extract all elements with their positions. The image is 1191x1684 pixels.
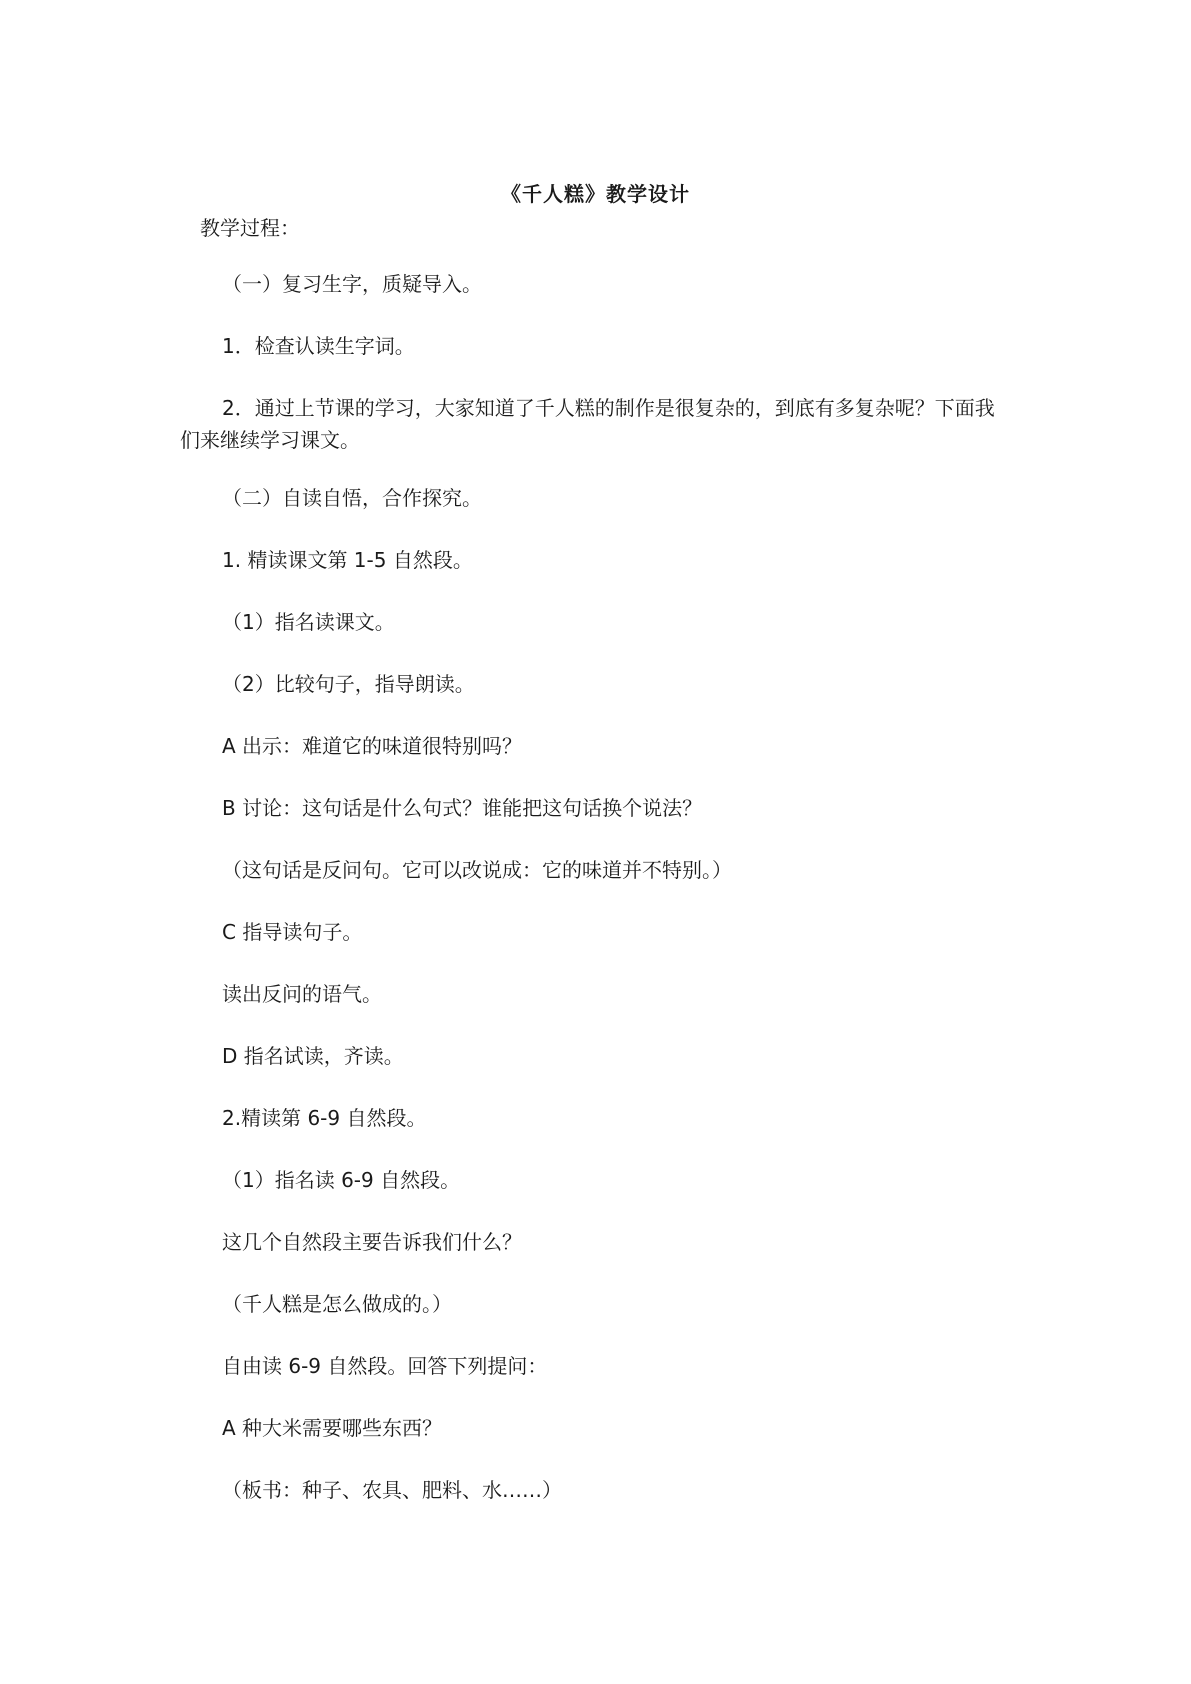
paragraph: （2）比较句子，指导朗读。: [222, 672, 475, 696]
paragraph: （千人糕是怎么做成的。）: [222, 1292, 452, 1316]
paragraph: B 讨论：这句话是什么句式？谁能把这句话换个说法？: [222, 796, 703, 820]
paragraph: 读出反问的语气。: [222, 982, 382, 1006]
paragraph: （一）复习生字，质疑导入。: [222, 272, 482, 296]
document-body: [180, 272, 1010, 1540]
paragraph: 这几个自然段主要告诉我们什么？: [222, 1230, 522, 1254]
paragraph: 2．通过上节课的学习，大家知道了千人糕的制作是很复杂的，到底有多复杂呢？下面我们来继续学习课文。: [180, 396, 995, 452]
paragraph: A 出示：难道它的味道很特别吗？: [222, 734, 523, 758]
paragraph: （1）指名读 6-9 自然段。: [222, 1168, 461, 1192]
document-title: 《千人糕》教学设计: [501, 182, 690, 206]
paragraph: D 指名试读，齐读。: [222, 1044, 404, 1068]
paragraph: （二）自读自悟，合作探究。: [222, 486, 482, 510]
paragraph: 自由读 6-9 自然段。回答下列提问：: [222, 1354, 548, 1378]
section-heading: 教学过程：: [200, 216, 300, 240]
paragraph: 1. 精读课文第 1-5 自然段。: [222, 548, 473, 572]
paragraph: A 种大米需要哪些东西？: [222, 1416, 443, 1440]
paragraph: （1）指名读课文。: [222, 610, 395, 634]
paragraph: （板书：种子、农具、肥料、水……）: [222, 1478, 562, 1502]
paragraph: 2.精读第 6-9 自然段。: [222, 1106, 427, 1130]
paragraph: 1．检查认读生字词。: [222, 334, 415, 358]
paragraph: C 指导读句子。: [222, 920, 363, 944]
paragraph: （这句话是反问句。它可以改说成：它的味道并不特别。）: [222, 858, 732, 882]
